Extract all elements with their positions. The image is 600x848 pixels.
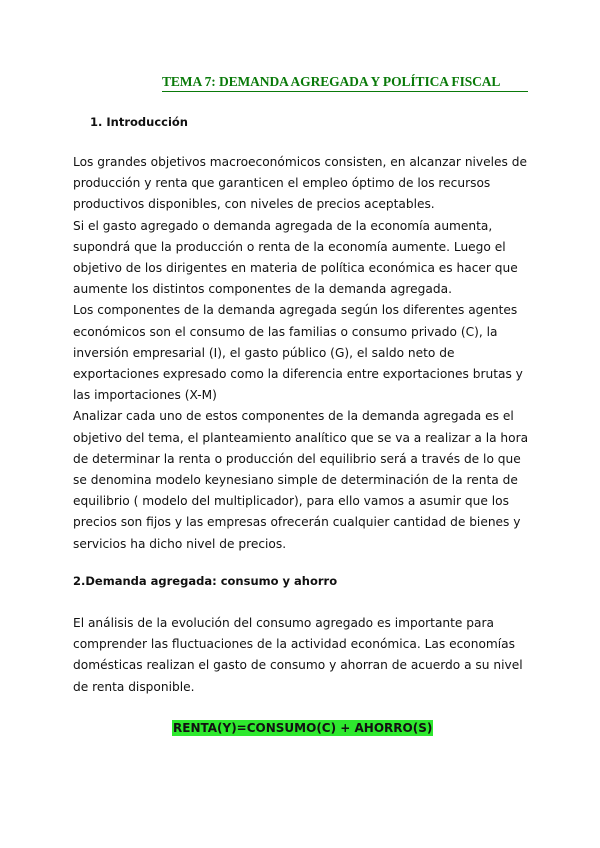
text-line: aumente los distintos componentes de la demanda agregada. — [73, 282, 452, 297]
text-line: Los componentes de la demanda agregada según los diferentes agentes — [73, 303, 518, 318]
text-line: económicos son el consumo de las familias o consumo privado (C), la — [73, 324, 498, 339]
text-line: objetivo del tema, el planteamiento analítico que se va a realizar a la hora — [73, 430, 529, 445]
text-line: domésticas realizan el gasto de consumo y ahorran de acuerdo a su nivel — [73, 658, 523, 673]
text-line: las importaciones (X-M) — [73, 388, 217, 403]
text-line: de renta disponible. — [73, 679, 195, 694]
text-line: productivos disponibles, con niveles de precios aceptables. — [73, 197, 435, 212]
text-line: precios son fijos y las empresas ofrecerán cualquier cantidad de bienes y — [73, 515, 521, 530]
text-line: objetivo de los dirigentes en materia de política económica es hacer que — [73, 261, 518, 276]
section-body-demanda-agregada — [73, 613, 535, 698]
section-heading-demanda-agregada: 2.Demanda agregada: consumo y ahorro — [73, 574, 338, 588]
text-line: El análisis de la evolución del consumo agregado es importante para — [73, 616, 494, 630]
section-body-introduccion — [73, 152, 535, 555]
highlighted-formula: RENTA(Y)=CONSUMO(C) + AHORRO(S) — [173, 721, 433, 735]
text-line: Los grandes objetivos macroeconómicos consisten, en alcanzar niveles de — [73, 155, 527, 169]
text-line: de determinar la renta o producción del equilibrio será a través de lo que — [73, 451, 521, 466]
text-line: equilibrio ( modelo del multiplicador), para ello vamos a asumir que los — [73, 494, 509, 509]
text-line: producción y renta que garanticen el empleo óptimo de los recursos — [73, 176, 491, 191]
text-line: se denomina modelo keynesiano simple de determinación de la renta de — [73, 473, 518, 488]
text-line: Si el gasto agregado o demanda agregada de la economía aumenta, — [73, 218, 493, 233]
text-line: servicios ha dicho nivel de precios. — [73, 536, 287, 551]
text-line: inversión empresarial (I), el gasto público (G), el saldo neto de — [73, 345, 455, 360]
text-line: comprender las fluctuaciones de la actividad económica. Las economías — [73, 637, 515, 652]
text-line: supondrá que la producción o renta de la economía aumente. Luego el — [73, 239, 506, 254]
text-line: exportaciones expresado como la diferencia entre exportaciones brutas y — [73, 367, 523, 382]
text-line: Analizar cada uno de estos componentes de la demanda agregada es el — [73, 409, 514, 424]
document-title: TEMA 7: DEMANDA AGREGADA Y POLÍTICA FISCAL — [162, 74, 528, 92]
section-heading-introduccion: 1. Introducción — [90, 115, 188, 129]
